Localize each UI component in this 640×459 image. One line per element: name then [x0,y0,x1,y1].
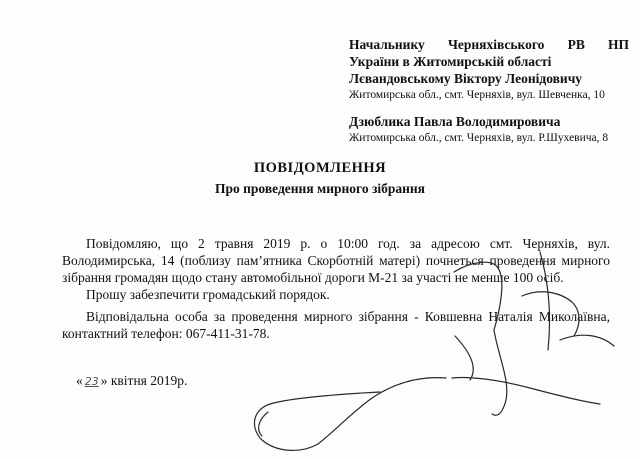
recipient-word: Черняхівського [447,37,545,52]
document-subtitle: Про проведення мирного зібрання [215,181,425,196]
signature-stroke [259,412,268,436]
signature-stroke [452,377,600,404]
signature-stroke [492,330,507,415]
document-title: ПОВІДОМЛЕННЯ [253,160,387,176]
sender-address: Житомирська обл., смт. Черняхів, вул. Р.Шухевича, 8 [349,132,609,144]
sender-name: Дзюблика Павла Володимировича [349,114,561,129]
notice-text: Повідомляю, що 2 травня 2019 р. о 10:00 год. за адресою смт. Черняхів, вул. Володимирська, 14 (поблизу пам’ятника Скорботній матері) почнеться проведення мирного зібрання громадян щодо стану автомобільної дороги М-21 за участі не менше 100 осіб. [62,236,610,285]
recipient-position-line [349,36,629,53]
signature-stroke [318,378,446,444]
signature-stroke [455,336,473,380]
signature-stroke [254,392,380,450]
recipient-word: РВ [567,37,585,52]
date-day-handwritten: 23 [84,375,99,388]
recipient-name: Лєвандовському Віктору Леонідовичу [349,71,583,86]
responsible-text: Відповідальна особа за проведення мирного зібрання - Ковшевна Наталія Миколаївна, контактний телефон: 067-411-31-78. [62,309,610,341]
date-open-quote: « [76,373,83,388]
recipient-word: Начальнику [349,37,425,52]
sender-block [349,113,629,145]
notice-paragraph [62,235,610,286]
date-month-year: квітня 2019р. [107,373,188,388]
document-date [76,373,187,389]
date-close-quote: » [100,373,108,388]
responsible-paragraph [62,308,610,342]
request-paragraph: Прошу забезпечити громадський порядок. [86,287,330,302]
recipient-region-line: України в Житомирській області [349,54,552,69]
recipient-word: НП [607,37,629,52]
recipient-address: Житомирська обл., смт. Черняхів, вул. Шевченка, 10 [349,89,605,101]
recipient-block [349,36,629,102]
